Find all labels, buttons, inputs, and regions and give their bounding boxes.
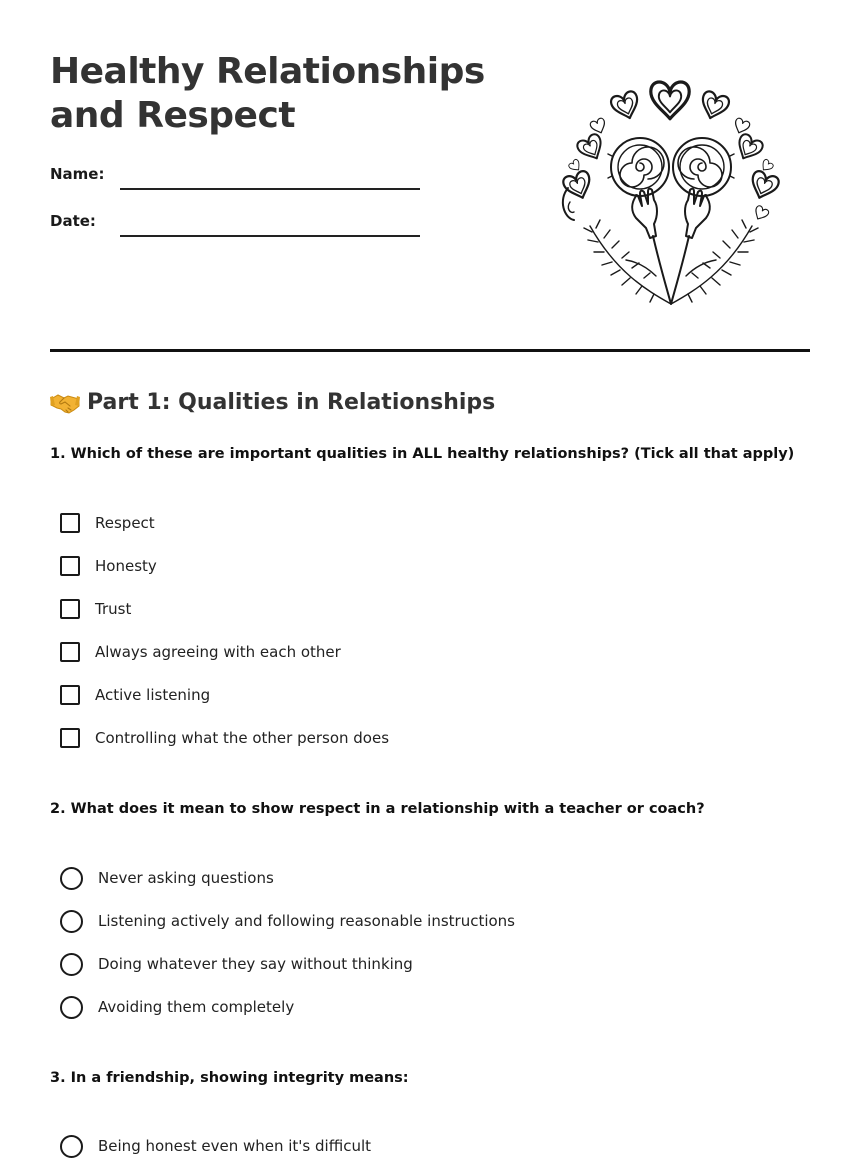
q1-option-controlling[interactable] (60, 725, 389, 751)
heart-ring (562, 82, 781, 222)
option-label: Always agreeing with each other (95, 643, 341, 661)
option-label: Never asking questions (98, 869, 274, 887)
option-label: Doing whatever they say without thinking (98, 955, 413, 973)
q1-option-trust[interactable] (60, 596, 131, 622)
radio-button[interactable] (60, 1135, 83, 1158)
date-field-row (50, 207, 520, 231)
name-line[interactable] (120, 174, 420, 190)
option-label: Being honest even when it's difficult (98, 1137, 372, 1155)
part1-heading (50, 386, 495, 420)
title-line-1: Healthy Relationships (50, 51, 485, 92)
header-divider (50, 349, 810, 352)
q1-option-honesty[interactable] (60, 553, 157, 579)
question-3: 3. In a friendship, showing integrity means: (50, 1070, 409, 1086)
worksheet-header (50, 50, 520, 231)
checkbox[interactable] (60, 685, 80, 705)
option-label: Listening actively and following reasonable instructions (98, 912, 515, 930)
checkbox[interactable] (60, 599, 80, 619)
option-label: Trust (95, 600, 132, 618)
checkbox[interactable] (60, 556, 80, 576)
page-title (50, 50, 520, 138)
checkbox[interactable] (60, 728, 80, 748)
q2-option-listening-actively[interactable] (60, 908, 515, 934)
date-label: Date: (50, 212, 96, 230)
q1-option-respect[interactable] (60, 510, 155, 536)
option-label: Honesty (95, 557, 157, 575)
radio-button[interactable] (60, 867, 83, 890)
q2-option-avoiding[interactable] (60, 994, 294, 1020)
part1-title: Part 1: Qualities in Relationships (87, 390, 496, 415)
leaf-branches (584, 220, 758, 304)
radio-button[interactable] (60, 910, 83, 933)
q1-option-always-agreeing[interactable] (60, 639, 341, 665)
hearts-hands-flowers-illustration (556, 76, 786, 308)
option-label: Avoiding them completely (98, 998, 295, 1016)
q2-option-doing-whatever[interactable] (60, 951, 413, 977)
q1-option-active-listening[interactable] (60, 682, 210, 708)
name-field-row (50, 160, 520, 184)
radio-button[interactable] (60, 996, 83, 1019)
title-line-2: and Respect (50, 95, 296, 136)
option-label: Respect (95, 514, 155, 532)
checkbox[interactable] (60, 513, 80, 533)
q2-option-never-asking[interactable] (60, 865, 274, 891)
radio-button[interactable] (60, 953, 83, 976)
date-line[interactable] (120, 221, 420, 237)
option-label: Active listening (95, 686, 211, 704)
option-label: Controlling what the other person does (95, 729, 390, 747)
flower-heads (608, 138, 734, 196)
handshake-icon (50, 391, 80, 415)
name-label: Name: (50, 165, 105, 183)
question-1: 1. Which of these are important qualities in ALL healthy relationships? (Tick all that apply) (50, 446, 795, 462)
checkbox[interactable] (60, 642, 80, 662)
question-2: 2. What does it mean to show respect in a relationship with a teacher or coach? (50, 801, 705, 817)
q3-option-being-honest[interactable] (60, 1133, 371, 1159)
